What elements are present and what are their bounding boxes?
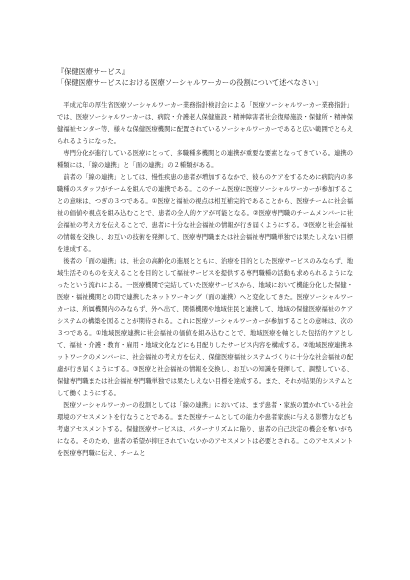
- paragraph-collaboration-types: 専門分化が進行している医療にとって、多職種多機関との連携が重要な要素となってきている。連携の種類には、「線の連携」と「面の連携」の２種類がある。: [57, 150, 353, 169]
- course-title: 『保健医療サービス』: [57, 67, 129, 76]
- paragraph-guideline: 平成元年の厚生省医療ソーシャルワーカー業務指針検討会による「医療ソーシャルワーカー業務指針」では、医療ソーシャルワーカーは、病院・介護老人保健施設・精神障害者社会復帰施設・保健所・精神保健福祉センター等、様々な保健医療機関に配置されているソーシャルワーカーであると広い範囲でとらえられるようになった。: [57, 102, 353, 145]
- essay-question: 「保健医療サービスにおける医療ソーシャルワーカーの役割について述べなさい」: [57, 78, 323, 87]
- spacer: [57, 88, 353, 100]
- document-body: [57, 66, 353, 460]
- paragraph-area-collaboration: 後者の「面の連携」は、社会の高齢化の進展とともに、治療を目的とした医療サービスのみならず、地域生活そのものを支えることを目的として福祉サービスを提供する専門職種の活動も求められるようになったという流れによる。一医療機関で完結していた医療サービスから、地域において機能分化した保健・医療・福祉機関との間で連携したネットワーキング（面の連携）へと変化してきた。医療ソーシャルワーカーは、所属機関内のみならず、外へ出て、関係機関や地域住民と連携して、地域の保健医療福祉のケアシステムの構築を図ることが期待される。これに医療ソーシャルワーカーが参加することの意味は、次の３つである。①地域医療連携に社会福祉の価値を組み込むことで、地域医療を軸とした包括的ケアとして、福祉・介護・教育・雇用・地域文化などにも目配りしたサービス内容を構成する。②地域医療連携ネットワークのメンバーに、社会福祉の考え方を伝え、保健医療福祉システムづくりに十分な社会福祉の配慮が行き届くようにする。③医療と社会福祉の情報を交換し、お互いの知識を発揮して、調整している、保健専門職または社会福祉専門職単独では果たしえない目標を達成する。また、それが結果的システムとして働くようにする。: [57, 258, 353, 397]
- paragraph-line-collaboration: 前者の「線の連携」としては、慢性疾患の患者が増加するなかで、彼らのケアをするために病院内の多職種のスタッフがチームを組んでの連携である。このチーム医療に医療ソーシャルワーカーが参加することの意味は、つぎの３つである。①医療と福祉の視点は相互補完的であることから、医療チームに社会福祉の価値や視点を組み込むことで、患者の全人的ケアが可能となる。②医療専門職のチームメンバーに社会福祉の考え方を伝えることで、患者に十分な社会福祉の情報が行き届くようにする。③医療と社会福祉の情報を交換し、お互いの技術を発揮して、医療専門職または社会福祉専門職単独では果たしえない目標を達成する。: [57, 174, 353, 253]
- paragraph-role: 医療ソーシャルワーカーの役割としては「線の連携」においては、まず患者・家族の置かれている社会環境のアセスメントを行なうことである。また医療チームとしての能力や患者家族に与える影響力なども考慮アセスメントする。保健医療サービスは、パターナリズムに陥り、患者の自己決定の機会を奪いがちになる。そのため、患者の希望が抑圧されていないかのアセスメントは必要とされる。このアセスメントを医療専門職に伝え、チームと: [57, 402, 353, 457]
